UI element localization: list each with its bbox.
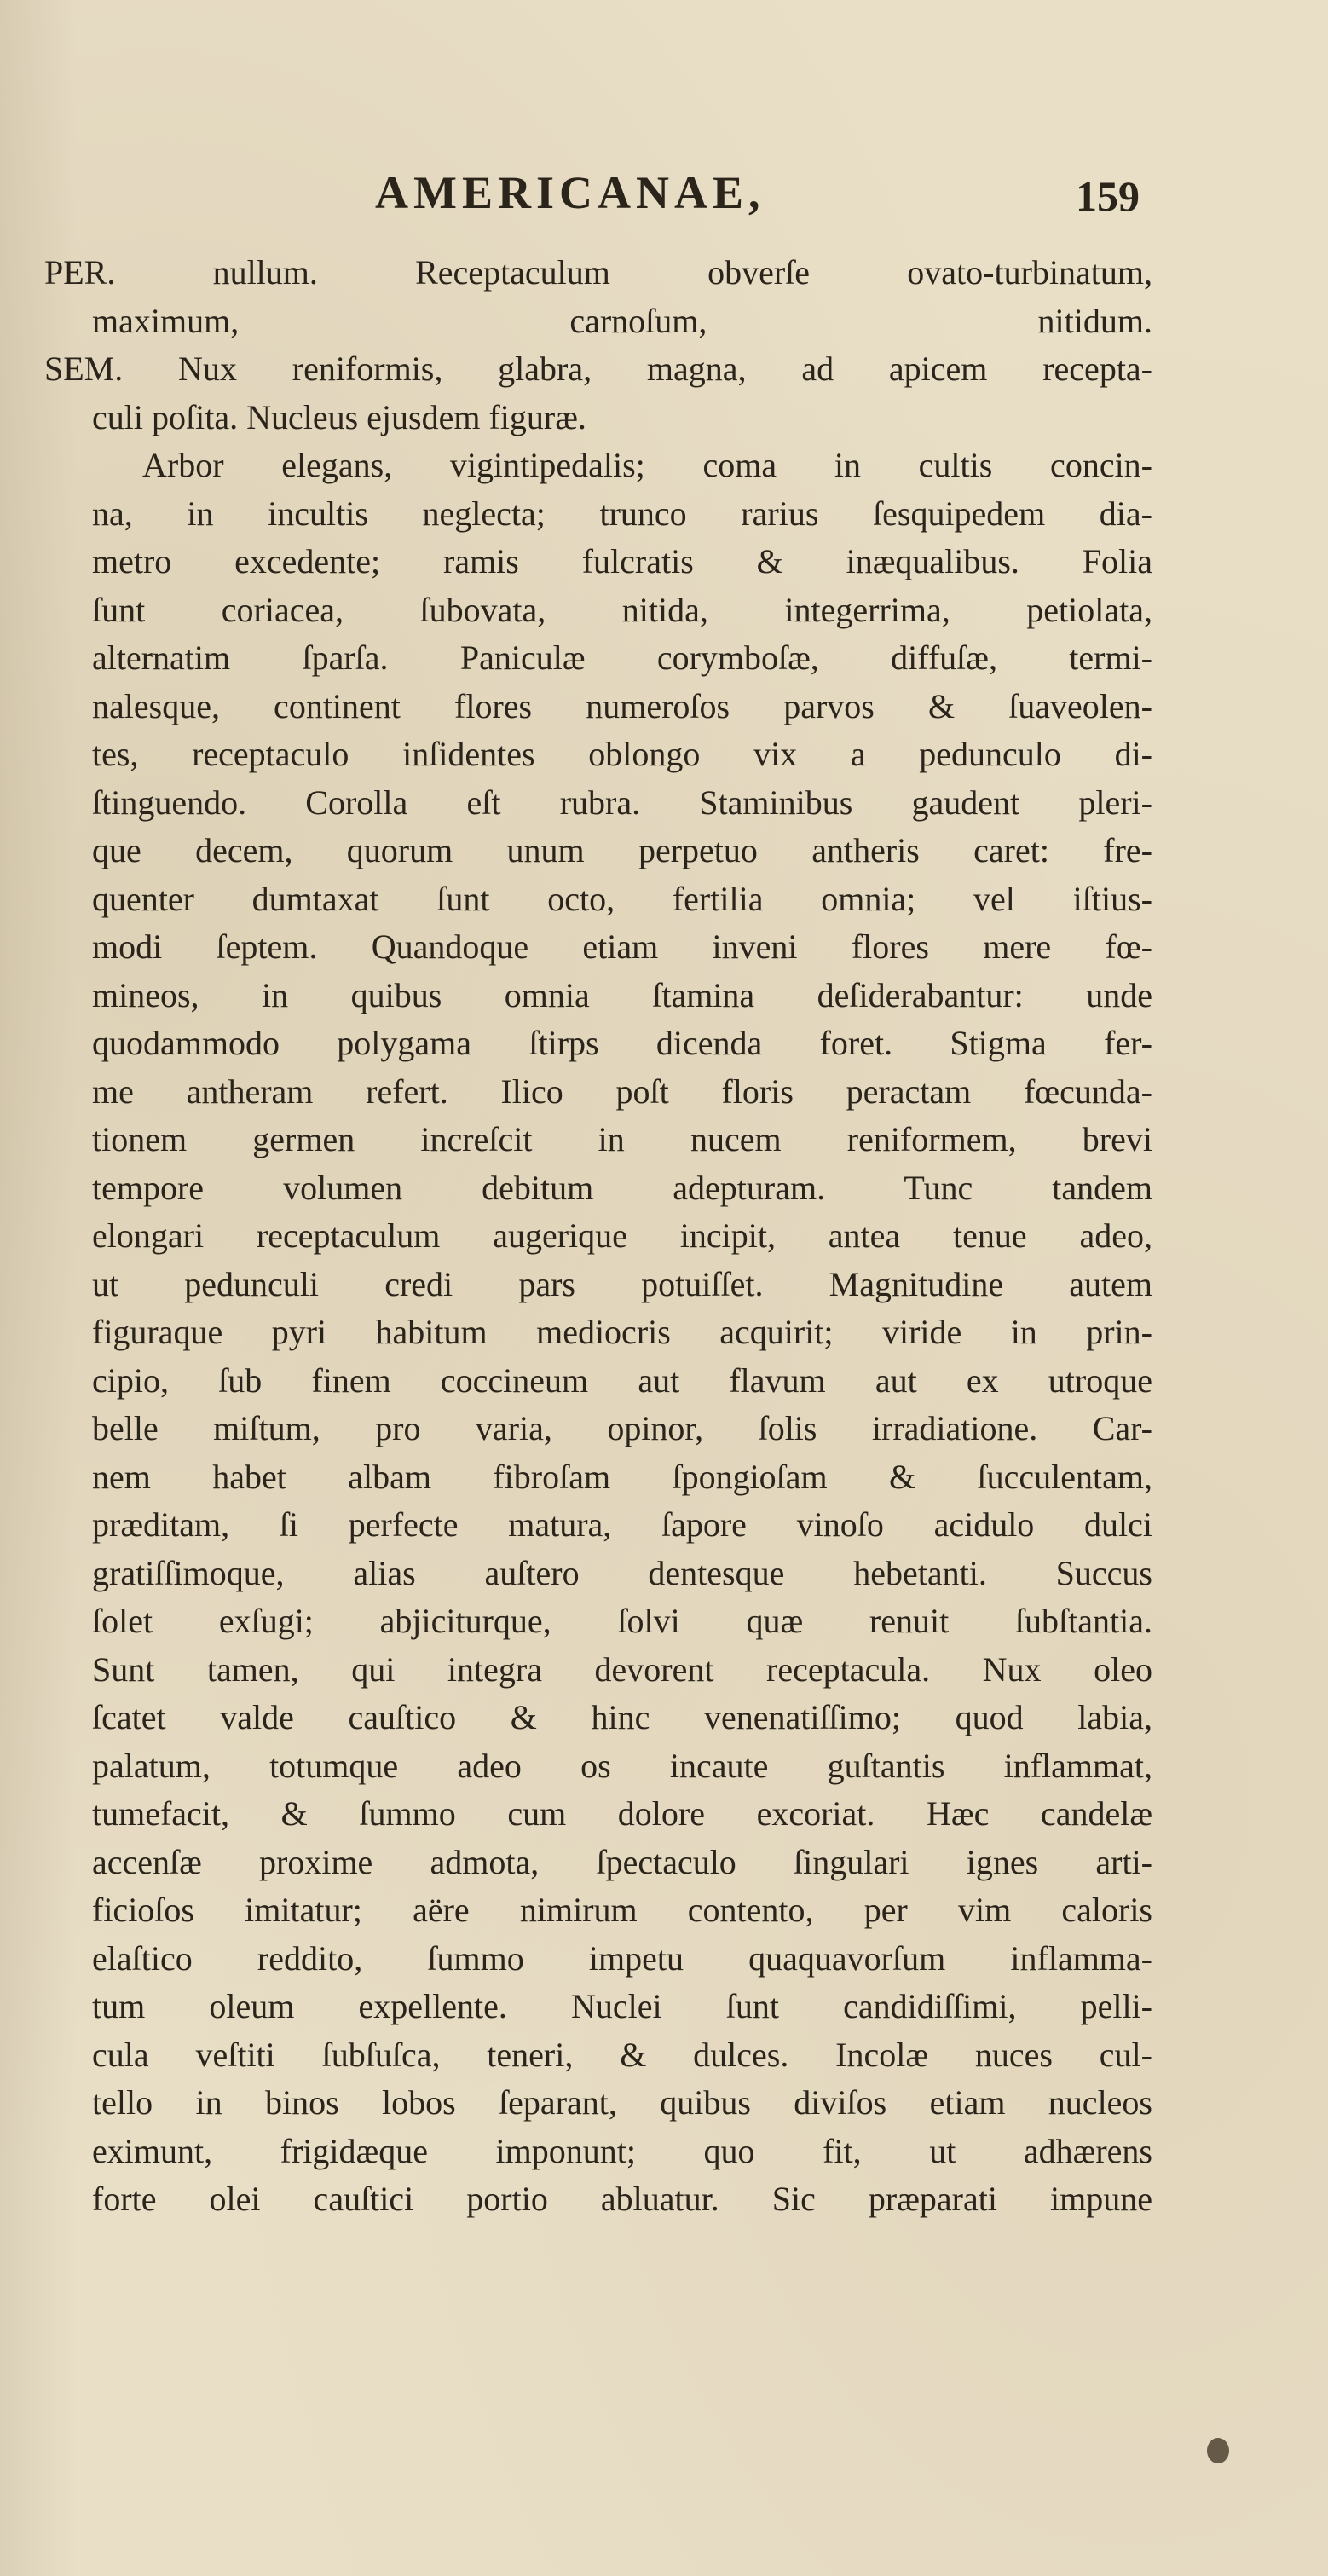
text-line: belle miſtum, pro varia, opinor, ſolis irradiatione. Car- xyxy=(92,1409,1152,1447)
running-title: AMERICANAE, xyxy=(375,167,765,218)
text-line: palatum, totumque adeo os incaute guſtantis inflammat, xyxy=(92,1746,1152,1785)
text-line: tum oleum expellente. Nuclei ſunt candidiſſimi, pelli- xyxy=(92,1987,1152,2025)
text-line: nalesque, continent flores numeroſos parvos & ſuaveolen- xyxy=(92,686,1152,725)
text-line: tes, receptaculo inſidentes oblongo vix a pedunculo di- xyxy=(92,735,1152,773)
body-text xyxy=(44,249,1152,2224)
text-line: SEM. Nux reniformis, glabra, magna, ad apicem recepta- xyxy=(44,349,1152,388)
ink-blot-mark xyxy=(1207,2438,1229,2463)
text-line: præditam, ſi perfecte matura, ſapore vinoſo acidulo dulci xyxy=(92,1505,1152,1544)
text-line: PER. nullum. Receptaculum obverſe ovato-turbinatum, xyxy=(44,253,1152,292)
text-line: ſcatet valde cauſtico & hinc venenatiſſimo; quod labia, xyxy=(92,1698,1152,1736)
text-line: Arbor elegans, vigintipedalis; coma in cultis concin- xyxy=(142,446,1152,484)
text-line: Sunt tamen, qui integra devorent receptacula. Nux oleo xyxy=(92,1649,1152,1689)
text-line: me antheram refert. Ilico poſt floris peractam fœcunda- xyxy=(92,1071,1152,1111)
text-line: ut pedunculi credi pars potuiſſet. Magnitudine autem xyxy=(92,1264,1152,1303)
text-line: ſunt coriacea, ſubovata, nitida, integerrima, petiolata, xyxy=(92,590,1152,629)
text-line: elaſtico reddito, ſummo impetu quaquavorſum inflamma- xyxy=(92,1938,1152,1978)
text-line: nem habet albam fibroſam ſpongioſam & ſucculentam, xyxy=(92,1457,1152,1496)
text-line: tionem germen increſcit in nucem reniformem, brevi xyxy=(92,1120,1152,1158)
page-number: 159 xyxy=(1076,172,1140,220)
text-line: cula veſtiti ſubſuſca, teneri, & dulces. Incolæ nuces cul- xyxy=(92,2035,1152,2074)
text-line: elongari receptaculum augerique incipit, antea tenue adeo, xyxy=(92,1216,1152,1255)
text-line: cipio, ſub finem coccineum aut flavum aut ex utroque xyxy=(92,1360,1152,1400)
text-line: ficioſos imitatur; aëre nimirum contento, per vim caloris xyxy=(92,1891,1152,1929)
text-line: modi ſeptem. Quandoque etiam inveni flores mere fœ- xyxy=(92,927,1152,966)
text-line: na, in incultis neglecta; trunco rarius ſesquipedem dia- xyxy=(92,494,1152,533)
text-line: ſolet exſugi; abjiciturque, ſolvi quæ renuit ſubſtantia. xyxy=(92,1602,1152,1640)
text-line: ſtinguendo. Corolla eſt rubra. Staminibus gaudent pleri- xyxy=(92,783,1152,822)
text-line: eximunt, frigidæque imponunt; quo fit, ut adhærens xyxy=(92,2131,1152,2170)
text-line: figuraque pyri habitum mediocris acquirit; viride in prin- xyxy=(92,1313,1152,1351)
text-line: tello in binos lobos ſeparant, quibus diviſos etiam nucleos xyxy=(92,2083,1152,2122)
running-head xyxy=(0,166,1328,226)
text-line: quodammodo polygama ſtirps dicenda foret. Stigma fer- xyxy=(92,1024,1152,1062)
text-line: quenter dumtaxat ſunt octo, fertilia omnia; vel iſtius- xyxy=(92,879,1152,918)
text-line: tempore volumen debitum adepturam. Tunc tandem xyxy=(92,1168,1152,1207)
text-line: mineos, in quibus omnia ſtamina deſiderabantur: unde xyxy=(92,975,1152,1014)
text-line: tumefacit, & ſummo cum dolore excoriat. Hæc candelæ xyxy=(92,1794,1152,1833)
text-line: accenſæ proxime admota, ſpectaculo ſingulari ignes arti- xyxy=(92,1842,1152,1881)
text-line: metro excedente; ramis fulcratis & inæqualibus. Folia xyxy=(92,542,1152,580)
text-line: forte olei cauſtici portio abluatur. Sic præparati impune xyxy=(92,2180,1152,2218)
text-line: alternatim ſparſa. Paniculæ corymboſæ, diffuſæ, termi- xyxy=(92,638,1152,677)
text-line: que decem, quorum unum perpetuo antheris caret: fre- xyxy=(92,831,1152,869)
text-line: culi poſita. Nucleus ejusdem figuræ. xyxy=(92,397,586,436)
text-line: maximum, carnoſum, nitidum. xyxy=(92,301,1152,340)
text-line: gratiſſimoque, alias auſtero dentesque hebetanti. Succus xyxy=(92,1553,1152,1592)
